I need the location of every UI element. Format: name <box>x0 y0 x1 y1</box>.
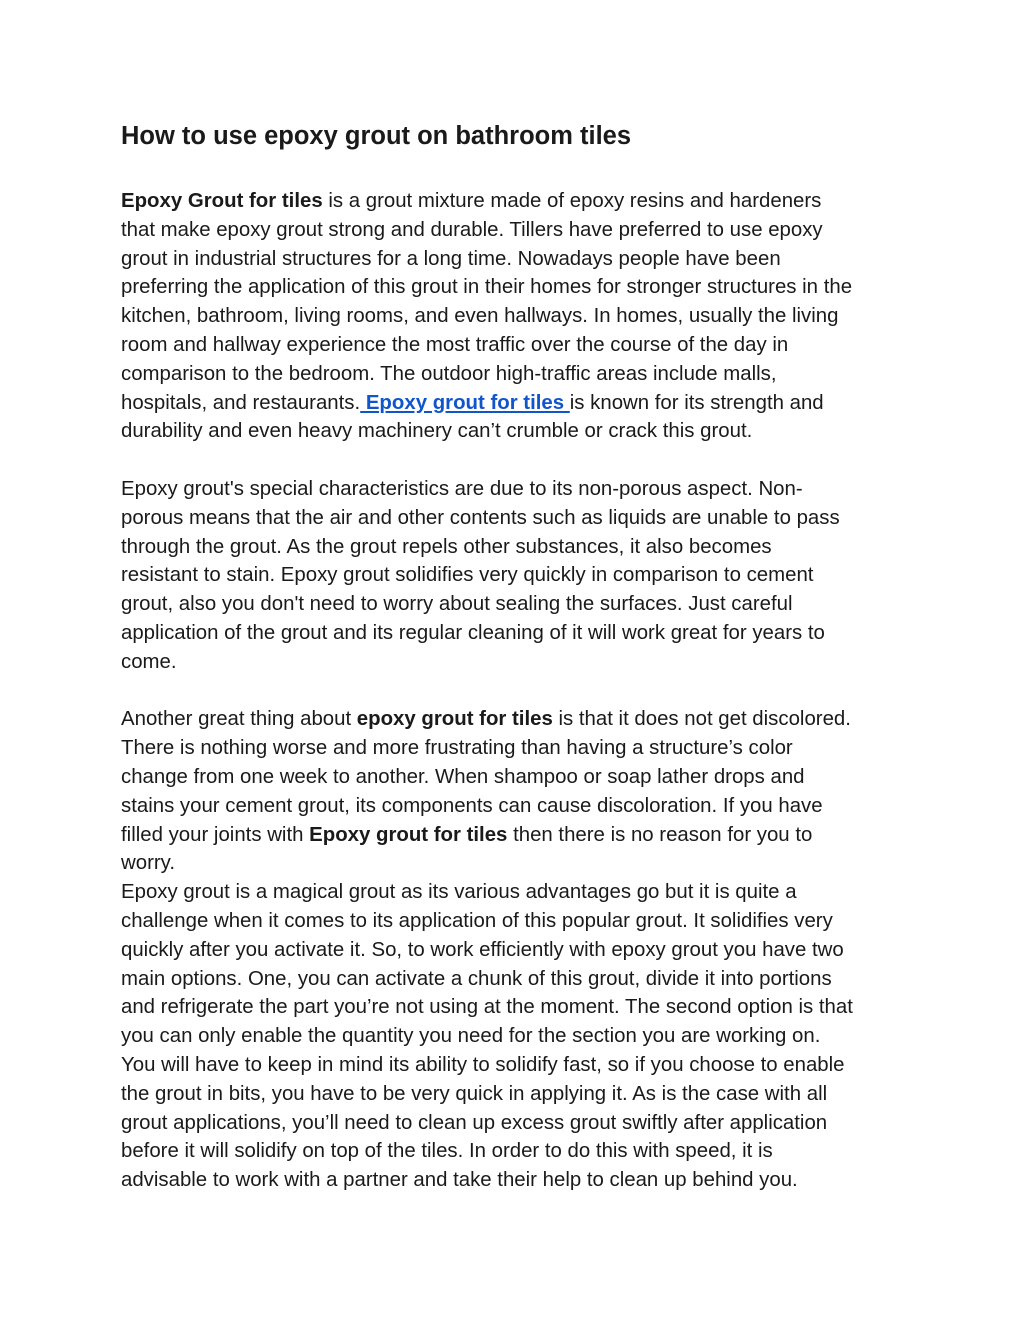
bold-phrase-a: epoxy grout for tiles <box>356 708 553 731</box>
discoloration-text-a: Another great thing about <box>121 708 357 731</box>
intro-text-a: is a grout mixture made of epoxy resins and hardeners that make epoxy grout strong and durable. Tillers have preferred to use epoxy grout in industrial structures for a long time. Nowadays people have been preferring the application of this grout in their homes for stronger structures in the kitchen, bathroom, living rooms, and even hallways. In homes, usually the living room and hallway experience the most traffic over the course of the day in comparison to the bedroom. The outdoor high-traffic areas include malls, hospitals, and restaurants. <box>121 190 853 414</box>
paragraph-gap <box>121 677 911 706</box>
discoloration-text-c: then there is no reason for you to worry. <box>121 823 813 875</box>
paragraph-discoloration <box>121 705 911 878</box>
paragraph-gap <box>121 446 911 475</box>
epoxy-grout-link[interactable]: Epoxy grout for tiles <box>360 391 570 414</box>
paragraph-application: Epoxy grout is a magical grout as its various advantages go but it is quite a challenge when it comes to its application of this popular grout. It solidifies very quickly after you activate it. So, to work efficiently with epoxy grout you have two main options. One, you can activate a chunk of this grout, divide it into portions and refrigerate the part you’re not using at the moment. The second option is that you can only enable the quantity you need for the section you are working on. You will have to keep in mind its ability to solidify fast, so if you choose to enable the grout in bits, you have to be very quick in applying it. As is the case with all grout applications, you’ll need to clean up excess grout swiftly after application before it will solidify on top of the tiles. In order to do this with speed, it is advisable to work with a partner and take their help to clean up behind you. <box>121 881 853 1192</box>
document-page <box>121 118 911 1195</box>
intro-text-b: is known for its strength and durability and even heavy machinery can’t crumble or crack this grout. <box>121 391 824 443</box>
document-title: How to use epoxy grout on bathroom tiles <box>121 122 632 150</box>
paragraph-intro <box>121 187 911 446</box>
discoloration-text-b: is that it does not get discolored. There is nothing worse and more frustrating than having a structure’s color change from one week to another. When shampoo or soap lather drops and stains your cement grout, its components can cause discoloration. If you have filled your joints with <box>121 708 851 846</box>
bold-lead-text: Epoxy Grout for tiles <box>121 190 323 212</box>
bold-phrase-b: Epoxy grout for tiles <box>309 823 508 846</box>
paragraph-characteristics: Epoxy grout's special characteristics are due to its non-porous aspect. Non- porous means that the air and other contents such as liquids are unable to pass through the grout. As the grout repels other substances, it also becomes resistant to stain. Epoxy grout solidifies very quickly in comparison to cement grout, also you don't need to worry about sealing the surfaces. Just careful application of the grout and its regular cleaning of it will work great for years to come. <box>121 477 840 673</box>
